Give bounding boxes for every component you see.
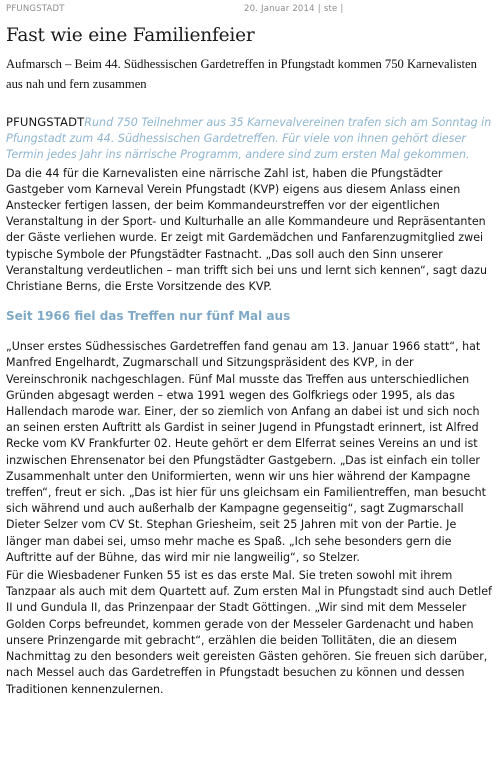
article-date: 20. Januar 2014 [244, 4, 315, 14]
article-paragraph-1: Da die 44 für die Karnevalisten eine närrische Zahl ist, haben die Pfungstädter Gastgeber vom Karneval Verein Pfungstadt (KVP) eigens aus diesem Anlass einen Anstecker fertigen lassen, der beim Kommandeurstreffen vor der eigentlichen Veranstaltung in der Sport- und Kulturhalle an alle Kommandeure und Repräsentanten der Gäste verliehen wurde. Er zeigt mit Gardemädchen und Fanfarenzugmitglied zwei typische Symbole der Pfungstädter Fastnacht. „Das soll auch den Sinn unserer Veranstaltung verdeutlichen – man trifft sich bei uns und lernt sich kennen“, sagt dazu Christiane Berns, die Erste Vorsitzende des KVP. [6, 166, 488, 294]
section-label[interactable]: PFUNGSTADT [6, 4, 65, 14]
meta-separator-trailing: | [340, 4, 344, 14]
location-dateline: PFUNGSTADT [6, 115, 85, 129]
lead-text: Rund 750 Teilnehmer aus 35 Karnevalvereinen trafen sich am Sonntag in Pfungstadt zum 44. Südhessischen Gardetreffen. Für viele von ihnen gehört dieser Termin jedes Jahr ins närrische Programm, andere sind zum ersten Mal gekommen. [6, 116, 492, 162]
article-subtitle: Aufmarsch – Beim 44. Südhessischen Gardetreffen in Pfungstadt kommen 750 Karnevalisten aus nah und fern zusammen [6, 57, 477, 91]
article-paragraph-2: „Unser erstes Südhessisches Gardetreffen fand genau am 13. Januar 1966 statt“, hat Manfred Engelhardt, Zugmarschall und Sitzungspräsident des KVP, in der Vereinschronik nachgeschlagen. Fünf Mal musste das Treffen aus unterschiedlichen Gründen abgesagt werden – etwa 1991 wegen des Golfkriegs oder 1995, als das Hallendach marode war. Einer, der so ziemlich von Anfang an dabei ist und sich noch an seinen ersten Auftritt als Gardist in seiner Jugend in Pfungstadt erinnert, ist Alfred Recke vom KV Frankfurter 02. Heute gehört er dem Elferrat seines Vereins an und ist inzwischen Ehrensenator bei den Pfungstädter Gastgebern. „Das ist einfach ein toller Zusammenhalt unter den Uniformierten, wenn wir uns hier während der Kampagne treffen“, freut er sich. „Das ist hier für uns gleichsam ein Familientreffen, man besucht sich während und auch außerhalb der Kampagne gegenseitig“, sagt Zugmarschall Dieter Selzer vom CV St. Stephan Griesheim, seit 25 Jahren mit von der Partie. Je länger man dabei sei, umso mehr mache es Spaß. „Ich sehe besonders gern die Auftritte auf der Bühne, das wird mir nie langweilig“, so Stelzer. [6, 340, 487, 564]
article-paragraph-3: Für die Wiesbadener Funken 55 ist es das erste Mal. Sie treten sowohl mit ihrem Tanzpaar als auch mit dem Quartett auf. Zum ersten Mal in Pfungstadt sind auch Detlef II und Gundula II, das Prinzenpaar der Stadt Göttingen. „Wir sind mit dem Messeler Golden Corps befreundet, kommen gerade von der Messeler Gardenacht und haben unsere Prinzengarde mit gebracht“, erzählen die beiden Tollitäten, die an diesem Nachmittag zu den besonders weit gereisten Gästen gehören. Sie freuen sich darüber, nach Messel auch das Gardetreffen in Pfungstadt besuchen zu können und dessen Traditionen kennenzulernen. [6, 569, 492, 696]
article-meta [244, 4, 347, 14]
article-meta-line [6, 4, 492, 18]
article-title: Fast wie eine Familienfeier [6, 25, 255, 46]
article-author: ste [323, 4, 338, 14]
article-subheading: Seit 1966 fiel das Treffen nur fünf Mal aus [6, 309, 291, 324]
article-lead [6, 114, 492, 164]
meta-separator: | [317, 4, 321, 14]
